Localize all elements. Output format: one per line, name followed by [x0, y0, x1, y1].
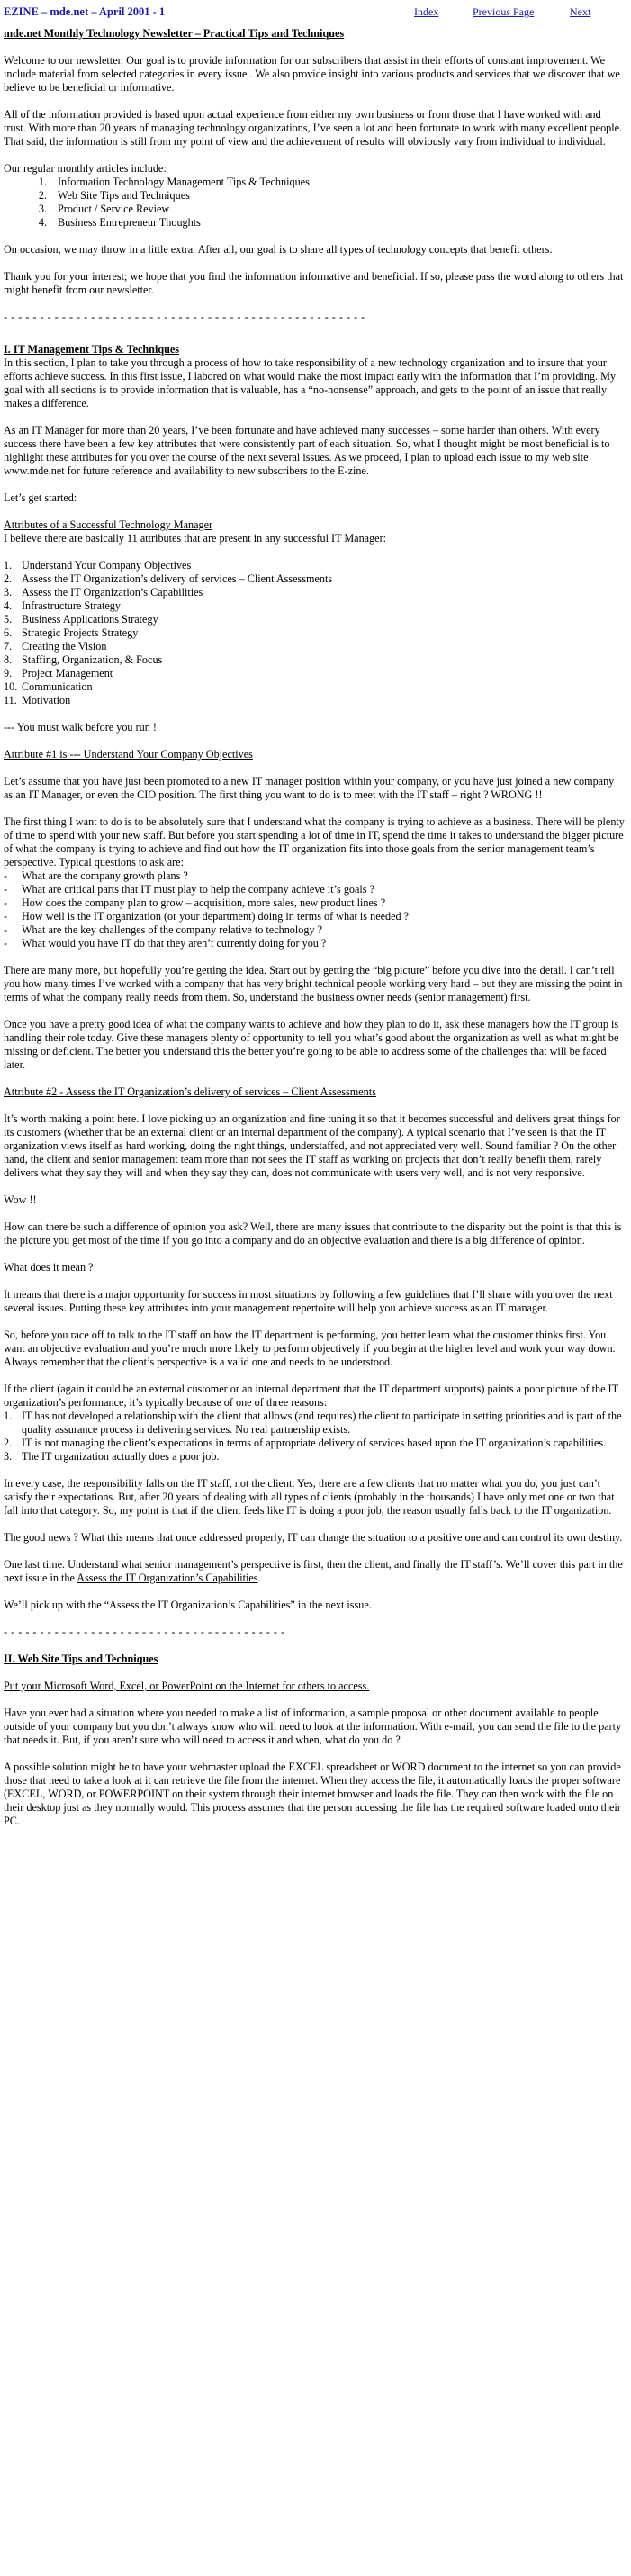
list-item: - What are the key challenges of the company relative to technology ?: [4, 923, 323, 936]
body-paragraph: Once you have a pretty good idea of what the company wants to achieve and how they plan to do it, ask these managers how the IT group is handling their role today. Give these managers plenty of opportunity to tell you what’s good about the organization as well as what might be missing or deficient. The better you understand this the better you’re going to be able to address some of the challenges that will be faced later.: [4, 1018, 619, 1071]
capabilities-link[interactable]: Assess the IT Organization’s Capabilities: [77, 1572, 258, 1584]
attribute-2-heading: Attribute #2 - Assess the IT Organization’s delivery of services – Client Assessments: [4, 1085, 376, 1098]
body-paragraph: Wow !!: [4, 1193, 37, 1206]
index-link[interactable]: Index: [414, 5, 439, 18]
list-item: 9. Project Management: [4, 667, 113, 680]
attribute-1-heading: Attribute #1 is --- Understand Your Company Objectives: [4, 748, 253, 761]
body-paragraph: In this section, I plan to take you through a process of how to take responsibility of a new technology organization and to insure that your efforts achieve success. In this first issue, I labored on what would make the most impact early with the information that I’m providing. My goal with all sections is to provide information that is valuable, has a “no-nonsense” approach, and gets to the point of an issue that really makes a difference.: [4, 356, 617, 410]
next-link[interactable]: Next: [570, 5, 591, 18]
body-paragraph: What does it mean ?: [4, 1261, 94, 1274]
body-paragraph: It’s worth making a point here. I love picking up an organization and fine tuning it so that it becomes successful and delivers great things for its customers (whether that be an external client or an internal department of the company). A typical scenario that I’ve seen is that the IT organization views itself as hard working, doing the right things, understaffed, and not appreciated very well. Sound familiar ? On the other hand, the client and senior management team more than not sees the IT staff as working on projects that don’t really benefit them, rarely delivers what they say they will and when they say they can, does not communicate with users very well, and is not very responsive.: [4, 1112, 620, 1179]
newsletter-title: mde.net Monthly Technology Newsletter – Practical Tips and Techniques: [4, 27, 345, 40]
page-header: [2, 4, 627, 23]
articles-intro: Our regular monthly articles include:: [4, 162, 167, 175]
body-paragraph: How can there be such a difference of opinion you ask? Well, there are many issues that contribute to the disparity but the point is that this is the picture you get most of the time if you go into a company and do an objective evaluation and there is a big difference of opinion.: [4, 1220, 622, 1247]
separator: - - - - - - - - - - - - - - - - - - - - - - - - - - - - - - - - - - - - - - - - - - - - - - - - - -: [4, 311, 365, 323]
questions-list: [4, 869, 626, 950]
section-heading: I. IT Management Tips & Techniques: [4, 343, 180, 356]
intro-paragraph: All of the information provided is based upon actual experience from either my own business or from those that I have worked with and trust. With more than 20 years of managing technology organizations, I’ve seen a lot and been fortunate to work with many excellent people. That said, the information is still from my point of view and the achievement of results will obviously vary from individual to individual.: [4, 108, 623, 148]
attributes-intro: I believe there are basically 11 attributes that are present in any successful IT Manager:: [4, 532, 387, 545]
attributes-list: [4, 559, 626, 707]
body-paragraph: If the client (again it could be an external customer or an internal department that the IT department supports) paints a poor picture of the IT organization’s performance, it’s typically because of one of three reasons:: [4, 1383, 618, 1409]
body-paragraph: One last time. Understand what senior management’s perspective is first, then the client, and finally the IT staff’s. We’ll cover this part in the next issue in the Assess the IT Organization’s Capabilities.: [4, 1558, 623, 1584]
list-item: 11. Motivation: [4, 694, 71, 707]
body-paragraph: In every case, the responsibility falls on the IT staff, not the client. Yes, there are a few clients that no matter what you do, you just can’t satisfy their expectations. But, after 20 years of dealing with all types of clients (probably in the thousands) I have only met one or two that fall into that category. So, my point is that if the client feels like IT is doing a poor job, the reason usually falls back to the IT organization.: [4, 1477, 615, 1517]
list-item: 1. Information Technology Management Tips & Techniques: [38, 176, 310, 188]
list-item: - What would you have IT do that they aren’t currently doing for you ?: [4, 937, 327, 950]
intro-paragraph: On occasion, we may throw in a little extra. After all, our goal is to share all types of technology concepts that benefit others.: [4, 243, 553, 256]
body-paragraph: A possible solution might be to have your webmaster upload the EXCEL spreadsheet or WORD document to the internet so you can provide those that need to take a look at it can retrieve the file from the internet. When they access the file, it automatically loads the proper software (EXCEL, WORD, or POWERPOINT on their system through their internet browser and loads the file. They can then work with the file on their desktop just as they normally would. This process assumes that the person accessing the file has the required software loaded onto their PC.: [4, 1761, 621, 1827]
previous-page-link[interactable]: Previous Page: [473, 5, 535, 18]
separator: - - - - - - - - - - - - - - - - - - - - - - - - - - - - - - - - - - - - - - -: [4, 1626, 285, 1638]
list-item: 4. Infrastructure Strategy: [4, 599, 121, 612]
list-item: 6. Strategic Projects Strategy: [4, 626, 139, 639]
list-item: 2. Web Site Tips and Techniques: [38, 189, 190, 202]
intro-paragraph: Welcome to our newsletter. Our goal is to provide information for our subscribers that assist in their efforts of constant improvement. We include material from selected categories in every issue . We also provide insight into various products and services that we discover that we believe to be beneficial or informative.: [4, 54, 620, 94]
body-paragraph: Have you ever had a situation where you needed to make a list of information, a sample proposal or other document available to people outside of your company but you don’t always know who will need to look at the information. With e-mail, you can send the file to the party that needs it. But, if you aren’t sure who will need to access it and when, what do you do ?: [4, 1707, 622, 1746]
list-item: - How well is the IT organization (or your department) doing in terms of what is needed ?: [4, 910, 410, 923]
body-paragraph: There are many more, but hopefully you’re getting the idea. Start out by getting the “big picture” before you dive into the detail. I can’t tell you how many times I’ve worked with a company that has very bright technical people working very hard – but they are missing the point in terms of what the company really needs from them. So, understand the business owner needs (senior management) first.: [4, 964, 623, 1004]
body-paragraph: The good news ? What this means that once addressed properly, IT can change the situation to a positive one and can control its own destiny.: [4, 1531, 623, 1544]
body-paragraph: So, before you race off to talk to the IT staff on how the IT department is performing, you better learn what the customer thinks first. You want an objective evaluation and you’re much more likely to perform objectively if you begin at the higher level and work your way down. Always remember that the client’s perspective is a valid one and needs to be understood.: [4, 1329, 616, 1368]
body-paragraph: The first thing I want to do is to be absolutely sure that I understand what the company is trying to achieve as a business. There will be plenty of time to spend with your new staff. But before you start spending a lot of time in IT, spend the time it takes to understand the bigger picture of what the company is trying to achieve and find out how the IT organization fits into those goals from the senior management team’s perspective. Typical questions to ask are:: [4, 815, 625, 869]
body-paragraph: We’ll pick up with the “Assess the IT Organization’s Capabilities” in the next issue.: [4, 1599, 372, 1611]
list-item: 1. Understand Your Company Objectives: [4, 559, 192, 572]
list-item: 5. Business Applications Strategy: [4, 613, 158, 626]
attributes-heading: Attributes of a Successful Technology Manager: [4, 518, 213, 531]
reasons-list: [4, 1410, 626, 1464]
list-item: 3. The IT organization actually does a poor job.: [4, 1450, 220, 1463]
walk-note: --- You must walk before you run !: [4, 721, 157, 734]
body-paragraph: It means that there is a major opportunity for success in most situations by following a few guidelines that I’ll share with you over the next several issues. Putting these key attributes into your management repertoire will help you achieve success as an IT manager.: [4, 1288, 613, 1314]
body-paragraph: As an IT Manager for more than 20 years, I’ve been fortunate and have achieved many successes – some harder than others. With every success there have been a few key attributes that were consistently part of each situation. So, what I thought might be most beneficial is to highlight these attributes for you over the course of the next several issues. As we proceed, I plan to upload each issue to my web site www.mde.net for future reference and availability to new subscribers to the E-zine.: [4, 424, 610, 477]
list-item: 10. Communication: [4, 680, 93, 693]
list-item: 3. Assess the IT Organization’s Capabilities: [4, 586, 203, 599]
list-item: 8. Staffing, Organization, & Focus: [4, 653, 163, 666]
list-item: 2. IT is not managing the client’s expectations in terms of appropriate delivery of services based upon the IT organization’s capabilities.: [4, 1437, 607, 1449]
section-subheading: Put your Microsoft Word, Excel, or PowerPoint on the Internet for others to access.: [4, 1680, 370, 1692]
list-item: 2. Assess the IT Organization’s delivery of services – Client Assessments: [4, 572, 333, 585]
list-item: - What are critical parts that IT must play to help the company achieve it’s goals ?: [4, 883, 375, 896]
ezine-title: EZINE – mde.net – April 2001 - 1: [4, 5, 166, 18]
list-item: 4. Business Entrepreneur Thoughts: [38, 216, 201, 229]
list-item: 3. Product / Service Review: [38, 203, 170, 215]
section-heading: II. Web Site Tips and Techniques: [4, 1653, 158, 1665]
list-item: - How does the company plan to grow – acquisition, more sales, new product lines ?: [4, 896, 386, 909]
list-item: 1. IT has not developed a relationship with the client that allows (and requires) the client to participate in setting priorities and is part of the quality assurance process in delivering services. No real partnership exists.: [4, 1410, 622, 1436]
list-item: - What are the company growth plans ?: [4, 869, 188, 882]
body-paragraph: Let’s assume that you have just been promoted to a new IT manager position within your company, or you have just joined a new company as an IT Manager, or even the CIO position. The first thing you want to do is to meet with the IT staff – right ? WRONG !!: [4, 775, 615, 801]
list-item: 7. Creating the Vision: [4, 640, 107, 653]
articles-list: [4, 176, 626, 230]
intro-paragraph: Thank you for your interest; we hope that you find the information informative and beneficial. If so, please pass the word along to others that might benefit from our newsletter.: [4, 270, 624, 296]
body-paragraph: Let’s get started:: [4, 491, 77, 504]
